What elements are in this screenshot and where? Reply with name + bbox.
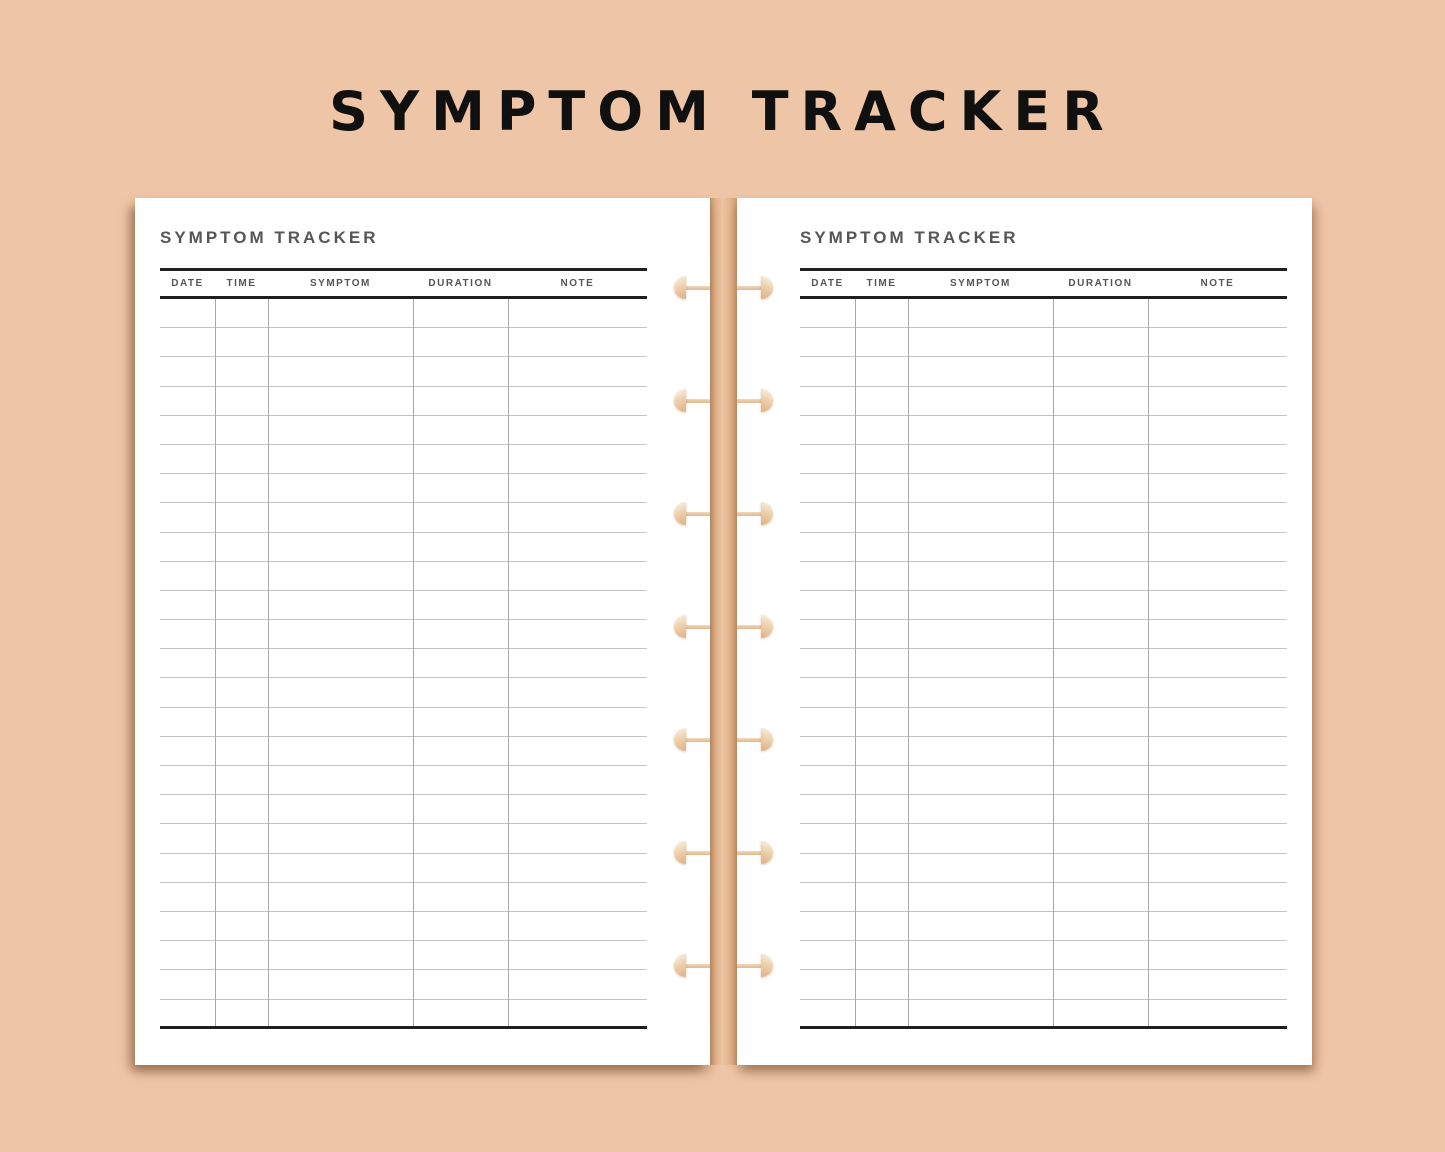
table-row (160, 503, 647, 532)
disc-knob (674, 954, 686, 977)
binder-disc (674, 728, 710, 751)
table-row (800, 795, 1287, 824)
column-header-note: NOTE (560, 278, 595, 289)
table-row (160, 883, 647, 912)
column-header-duration: DURATION (428, 278, 493, 289)
table-row (800, 591, 1287, 620)
table-row (800, 562, 1287, 591)
page-heading: SYMPTOM TRACKER (800, 228, 1019, 247)
table-row (160, 591, 647, 620)
table-row (800, 649, 1287, 678)
symptom-table (800, 268, 1287, 1029)
table-row (800, 737, 1287, 766)
table-row (800, 678, 1287, 707)
disc-stem (737, 286, 762, 290)
table-header-row (800, 268, 1287, 299)
binder-disc (674, 954, 710, 977)
table-row (800, 883, 1287, 912)
table-row (800, 970, 1287, 999)
disc-knob (761, 954, 773, 977)
binder-disc (674, 841, 710, 864)
main-title: SYMPTOM TRACKER (329, 80, 1116, 143)
column-divider (1053, 299, 1054, 1026)
disc-stem (737, 964, 762, 968)
column-header-date: DATE (811, 278, 844, 289)
column-header-symptom: SYMPTOM (309, 278, 371, 289)
column-header-symptom: SYMPTOM (949, 278, 1011, 289)
binder-disc (674, 389, 710, 412)
table-row (800, 445, 1287, 474)
table-body (800, 299, 1287, 1029)
table-row (800, 328, 1287, 357)
column-divider (908, 299, 909, 1026)
table-row (160, 649, 647, 678)
table-body (160, 299, 647, 1029)
disc-knob (674, 502, 686, 525)
table-row (160, 854, 647, 883)
disc-stem (685, 512, 710, 516)
disc-knob (761, 502, 773, 525)
column-divider (215, 299, 216, 1026)
column-header-time: TIME (866, 278, 897, 289)
symptom-table (160, 268, 647, 1029)
table-row (160, 824, 647, 853)
table-row (800, 387, 1287, 416)
binder-gap (710, 198, 737, 1065)
disc-knob (674, 728, 686, 751)
binder-disc (737, 615, 773, 638)
table-header-row (160, 268, 647, 299)
binder-disc (674, 615, 710, 638)
table-row (800, 824, 1287, 853)
disc-knob (674, 841, 686, 864)
disc-stem (737, 851, 762, 855)
binder-disc (737, 276, 773, 299)
table-row (160, 445, 647, 474)
disc-stem (737, 738, 762, 742)
table-row (800, 474, 1287, 503)
table-row (800, 503, 1287, 532)
disc-stem (737, 512, 762, 516)
table-row (160, 328, 647, 357)
column-header-date: DATE (171, 278, 204, 289)
binder-disc (737, 389, 773, 412)
disc-stem (737, 399, 762, 403)
disc-knob (761, 728, 773, 751)
disc-knob (674, 276, 686, 299)
column-divider (268, 299, 269, 1026)
disc-stem (685, 286, 710, 290)
table-row (160, 357, 647, 386)
table-row (800, 854, 1287, 883)
column-divider (855, 299, 856, 1026)
table-row (800, 357, 1287, 386)
disc-knob (761, 615, 773, 638)
disc-stem (685, 738, 710, 742)
disc-stem (685, 964, 710, 968)
table-row (800, 416, 1287, 445)
table-row (800, 766, 1287, 795)
table-row (160, 737, 647, 766)
table-row (800, 941, 1287, 970)
disc-knob (761, 389, 773, 412)
table-row (160, 416, 647, 445)
disc-stem (737, 625, 762, 629)
disc-stem (685, 851, 710, 855)
table-row (160, 562, 647, 591)
column-header-time: TIME (226, 278, 257, 289)
column-divider (413, 299, 414, 1026)
table-row (160, 970, 647, 999)
table-row (800, 533, 1287, 562)
table-row (160, 766, 647, 795)
table-row (800, 912, 1287, 941)
table-row (160, 678, 647, 707)
table-row (160, 299, 647, 328)
table-row (160, 941, 647, 970)
column-divider (1148, 299, 1149, 1026)
table-row (160, 620, 647, 649)
page-right (737, 198, 1312, 1065)
table-row (800, 299, 1287, 328)
table-row (800, 620, 1287, 649)
table-row (160, 795, 647, 824)
binder-disc (674, 502, 710, 525)
binder-disc (737, 841, 773, 864)
binder-disc (674, 276, 710, 299)
binder-disc (737, 728, 773, 751)
disc-knob (761, 276, 773, 299)
column-header-duration: DURATION (1068, 278, 1133, 289)
table-row (160, 1000, 647, 1029)
table-row (160, 912, 647, 941)
column-header-note: NOTE (1200, 278, 1235, 289)
table-row (160, 533, 647, 562)
binder-disc (737, 502, 773, 525)
disc-stem (685, 399, 710, 403)
table-row (800, 1000, 1287, 1029)
binder-disc (737, 954, 773, 977)
disc-knob (761, 841, 773, 864)
column-divider (508, 299, 509, 1026)
disc-knob (674, 389, 686, 412)
table-row (800, 708, 1287, 737)
page-left (135, 198, 710, 1065)
table-row (160, 474, 647, 503)
page-spread (135, 198, 1312, 1065)
table-row (160, 708, 647, 737)
disc-stem (685, 625, 710, 629)
page-heading: SYMPTOM TRACKER (160, 228, 379, 247)
disc-knob (674, 615, 686, 638)
table-row (160, 387, 647, 416)
